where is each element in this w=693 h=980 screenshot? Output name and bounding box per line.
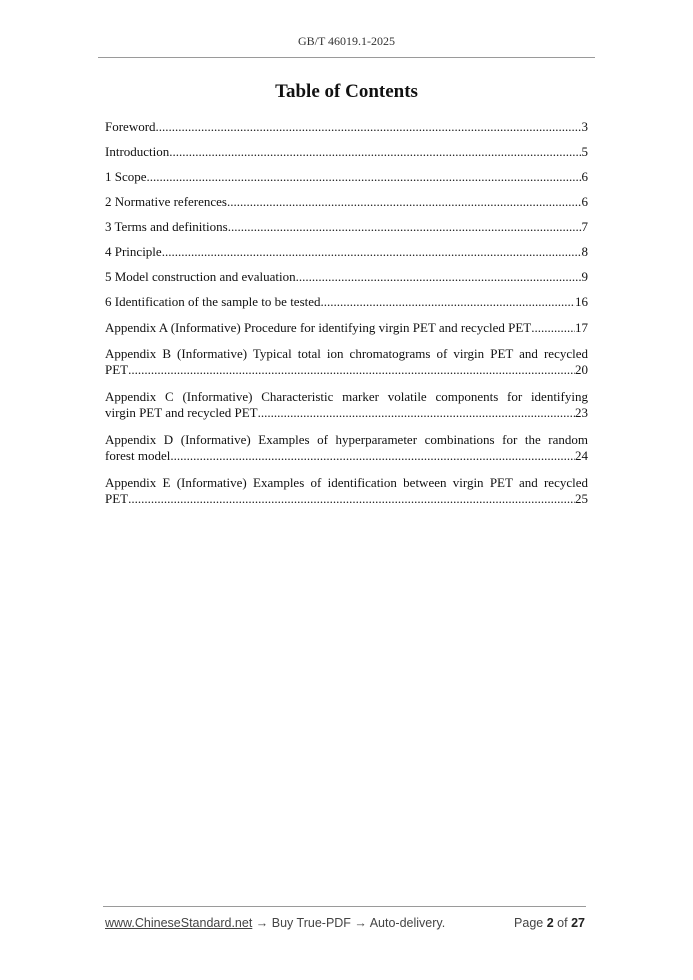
toc-entry-scope[interactable] — [105, 169, 588, 185]
toc-entry-appendix-c[interactable] — [105, 389, 588, 421]
toc-entry-page: 8 — [581, 244, 588, 259]
footer-tagline: → Buy True-PDF → Auto-delivery. — [252, 916, 446, 930]
leader-dots — [296, 269, 582, 285]
toc-entry-normative-references[interactable] — [105, 194, 588, 210]
leader-dots — [258, 405, 575, 421]
toc-entry-title-line1: Appendix E (Informative) Examples of identification between virgin PET and recycled — [105, 475, 588, 490]
toc-entry-page: 6 — [581, 169, 588, 184]
footer-divider — [103, 906, 586, 907]
page-title: Table of Contents — [275, 81, 418, 102]
toc-entry-appendix-d[interactable] — [105, 432, 588, 464]
footer-promo — [105, 916, 445, 930]
page-indicator — [514, 916, 585, 930]
toc-entry-introduction[interactable] — [105, 144, 588, 160]
toc-entry-terms-definitions[interactable] — [105, 219, 588, 235]
toc-entry-foreword[interactable] — [105, 119, 588, 135]
toc-entry-title: Foreword — [105, 119, 156, 134]
toc-entry-title: 6 Identification of the sample to be tested — [105, 294, 321, 309]
toc-entry-page: 7 — [581, 219, 588, 234]
standard-number: GB/T 46019.1-2025 — [297, 34, 396, 48]
document-header — [0, 34, 693, 49]
leader-dots — [147, 169, 582, 185]
leader-dots — [170, 448, 575, 464]
toc-entry-identification[interactable] — [105, 294, 588, 310]
toc-entry-title-line2: PET — [105, 491, 129, 506]
toc-entry-principle[interactable] — [105, 244, 588, 260]
toc-entry-page: 16 — [575, 294, 588, 309]
toc-entry-title-line1: Appendix C (Informative) Characteristic marker volatile components for identifying — [105, 389, 588, 404]
page-current: 2 — [546, 916, 554, 930]
leader-dots — [228, 219, 582, 235]
leader-dots — [162, 244, 582, 260]
toc-entry-title: 5 Model construction and evaluation — [105, 269, 296, 284]
toc-entry-appendix-a[interactable] — [105, 320, 588, 336]
toc-entry-page: 3 — [581, 119, 588, 134]
toc-entry-title-line2: PET — [105, 362, 129, 377]
toc-entry-page: 9 — [581, 269, 588, 284]
leader-dots — [128, 362, 575, 378]
page-total: 27 — [571, 916, 585, 930]
page-label: Page — [514, 916, 544, 930]
toc-entry-title: Appendix A (Informative) Procedure for identifying virgin PET and recycled PET — [105, 320, 532, 335]
header-divider — [98, 57, 595, 58]
toc-entry-title: 3 Terms and definitions — [105, 219, 228, 234]
leader-dots — [156, 119, 582, 135]
toc-entry-title: 2 Normative references — [105, 194, 227, 209]
toc-entry-page: 20 — [575, 362, 588, 377]
toc-entry-title-line2: virgin PET and recycled PET — [105, 405, 258, 420]
leader-dots — [321, 294, 575, 310]
toc-entry-appendix-b[interactable] — [105, 346, 588, 378]
toc-entry-page: 25 — [575, 491, 588, 506]
toc-entry-title-line1: Appendix B (Informative) Typical total ion chromatograms of virgin PET and recycled — [105, 346, 588, 361]
toc-entry-appendix-e[interactable] — [105, 475, 588, 507]
toc-entry-title: 4 Principle — [105, 244, 162, 259]
site-link[interactable]: www.ChineseStandard.net — [105, 916, 253, 930]
leader-dots — [128, 491, 575, 507]
leader-dots — [169, 144, 581, 160]
toc-entry-title-line1: Appendix D (Informative) Examples of hyperparameter combinations for the random — [105, 432, 588, 447]
toc-entry-page: 24 — [575, 448, 588, 463]
toc-entry-title: Introduction — [105, 144, 170, 159]
toc-entry-page: 6 — [581, 194, 588, 209]
toc-entry-page: 5 — [581, 144, 588, 159]
leader-dots — [227, 194, 582, 210]
toc-entry-page: 23 — [575, 405, 588, 420]
toc-entry-title: 1 Scope — [105, 169, 147, 184]
leader-dots — [531, 320, 575, 336]
page-of: of — [557, 916, 568, 930]
toc-entry-model-construction[interactable] — [105, 269, 588, 285]
toc-entry-page: 17 — [575, 320, 588, 335]
toc-entry-title-line2: forest model — [105, 448, 171, 463]
